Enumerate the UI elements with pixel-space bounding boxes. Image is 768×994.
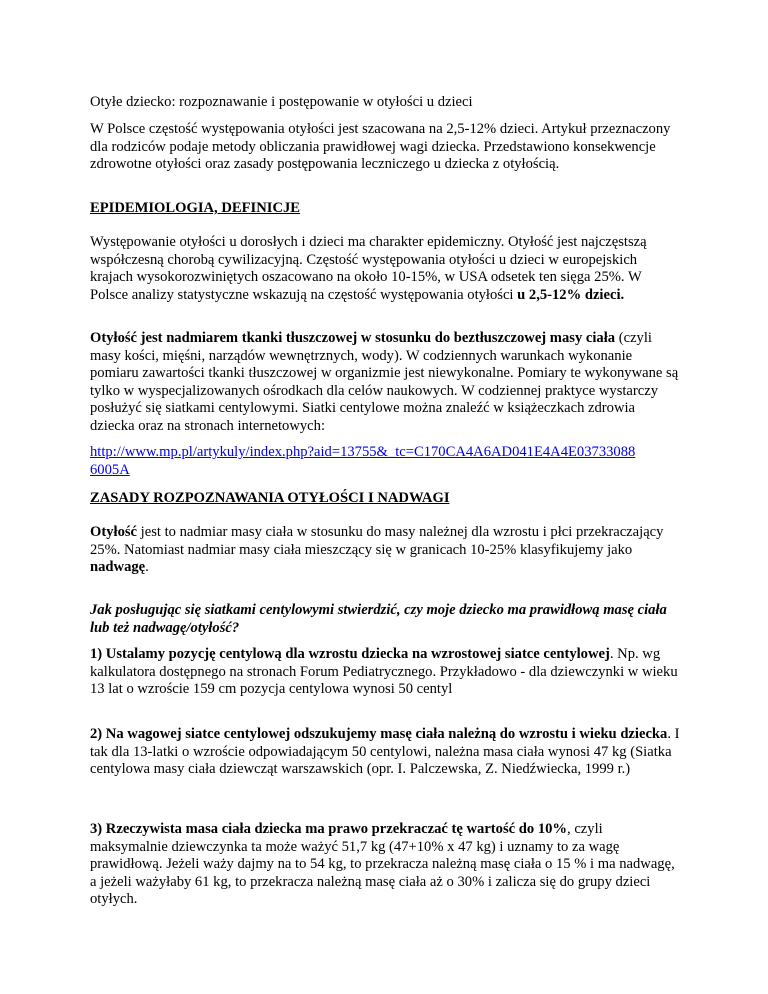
- link-line-2[interactable]: 6005A: [90, 461, 130, 478]
- epidemiology-text: Występowanie otyłości u dorosłych i dzieci ma charakter epidemiczny. Otyłość jest najczęstszą współczesną chorobą cywilizacyjną. Częstość występowania otyłości u dzieci w europejskich krajach wysokorozwiniętych oszacowano na około 10-15%, w USA odsetek ten sięga 25%. W Polsce analizy statystyczne wskazują na częstość występowania otyłości: [90, 234, 647, 303]
- definition-text: (czyli masy kości, mięśni, narządów wewnętrznych, wody). W codziennych warunkach wykonanie pomiaru zawartości tkanki tłuszczowej w organizmie jest niewykonalne. Pomiary te wykonywane są tylko w wyspecjalizowanych ośrodkach dla celów naukowych. W codziennej praktyce wystarczy posłużyć się siatkami centylowymi. Siatki centylowe można znaleźć w książeczkach zdrowia dziecka oraz na stronach internetowych:: [90, 330, 679, 434]
- step-1-bold: 1) Ustalamy pozycję centylową dla wzrostu dziecka na wzrostowej siatce centylowej: [90, 646, 610, 662]
- obesity-definition-text: jest to nadmiar masy ciała w stosunku do masy należnej dla wzrostu i płci przekraczający 25%. Natomiast nadmiar masy ciała mieszczący się w granicach 10-25% klasyfikujemy jako: [90, 524, 664, 558]
- overweight-term: nadwagę: [90, 559, 146, 576]
- step-3-paragraph: [90, 821, 680, 909]
- definition-bold: Otyłość jest nadmiarem tkanki tłuszczowej w stosunku do beztłuszczowej masy ciała: [90, 330, 616, 346]
- intro-paragraph: W Polsce częstość występowania otyłości jest szacowana na 2,5-12% dzieci. Artykuł przeznaczony dla rodziców podaje metody obliczania prawidłowej wagi dziecka. Przedstawiono konsekwencje zdrowotne otyłości oraz zasady postępowania leczniczego u dziecka z otyłością.: [90, 121, 671, 173]
- epidemiology-paragraph: [90, 234, 680, 304]
- step-2-bold: 2) Na wagowej siatce centylowej odszukujemy masę ciała należną do wzrostu i wieku dziecka: [90, 726, 668, 742]
- step-1-text: . Np. wg kalkulatora dostępnego na stronach Forum Pediatrycznego. Przykładowo - dla dziewczynki w wieku 13 lat o wzroście 159 cm pozycja centylowa wynosi 50 centyl: [90, 646, 678, 698]
- definition-paragraph: [90, 330, 680, 436]
- step-2-paragraph: [90, 726, 680, 779]
- document-title: Otyłe dziecko: rozpoznawanie i postępowanie w otyłości u dzieci: [90, 94, 473, 110]
- centile-question: Jak posługując się siatkami centylowymi stwierdzić, czy moje dziecko ma prawidłową masę ciała lub też nadwagę/otyłość?: [90, 602, 667, 636]
- section-heading-epidemiology: EPIDEMIOLOGIA, DEFINICJE: [90, 200, 301, 216]
- obesity-term: Otyłość: [90, 524, 138, 540]
- section-heading-diagnosis: ZASADY ROZPOZNAWANIA OTYŁOŚCI I NADWAGI: [90, 490, 450, 506]
- centile-chart-link[interactable]: [90, 444, 690, 479]
- step-3-text: , czyli maksymalnie dziewczynka ta może ważyć 51,7 kg (47+10% x 47 kg) i uznamy to za wagę prawidłową. Jeżeli waży dajmy na to 54 kg, to przekracza należną masę ciała o 15 % i ma nadwagę, a jeżeli ważyłaby 61 kg, to przekracza należną masę ciała aż o 30% i zalicza się do grupy dzieci otyłych.: [90, 821, 675, 908]
- step-3-bold: 3) Rzeczywista masa ciała dziecka ma prawo przekraczać tę wartość do 10%: [90, 821, 568, 837]
- step-1-paragraph: [90, 646, 690, 699]
- epidemiology-text-bold: u 2,5-12% dzieci.: [517, 286, 625, 303]
- step-2-text: . I tak dla 13-latki o wzroście odpowiadającym 50 centylowi, należna masa ciała wynosi 47 kg (Siatka centylowa masy ciała dziewcząt warszawskich (opr. I. Palczewska, Z. Niedźwiecka, 1999 r.): [90, 726, 680, 778]
- obesity-definition-paragraph: [90, 524, 680, 577]
- obesity-definition-end: .: [145, 559, 149, 576]
- link-line-1[interactable]: http://www.mp.pl/artykuly/index.php?aid=13755&_tc=C170CA4A6AD041E4A4E03733088: [90, 444, 636, 460]
